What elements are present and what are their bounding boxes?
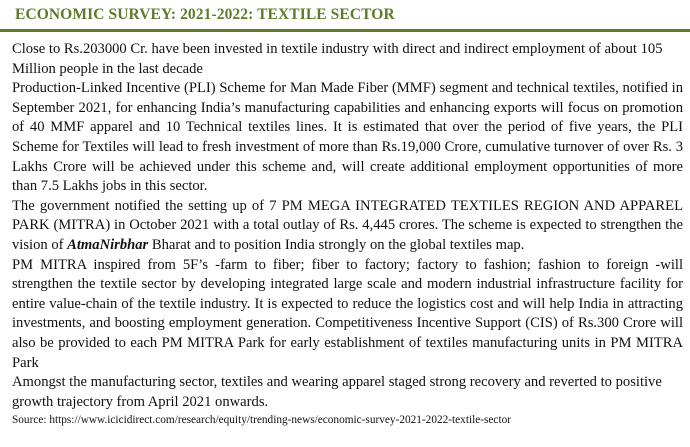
paragraph-pm-mitra-parks xyxy=(12,197,683,256)
title-underline xyxy=(0,29,690,32)
section-title: ECONOMIC SURVEY: 2021-2022: TEXTILE SECTOR xyxy=(15,6,395,23)
pm-mitra-text-end: Bharat and to position India strongly on the global textiles map. xyxy=(148,236,525,253)
paragraph-investment: Close to Rs.203000 Cr. have been invested in textile industry with direct and indirect employment of about 105 Million people in the last decade xyxy=(12,41,663,77)
paragraph-pli-scheme: Production-Linked Incentive (PLI) Scheme for Man Made Fiber (MMF) segment and technical textiles, notified in September 2021, for enhancing India’s manufacturing capabilities and enhancing exports will focus on promotion of 40 MMF apparel and 10 Technical textiles lines. It is estimated that over the period of five years, the PLI Scheme for Textiles will lead to fresh investment of more than Rs.19,000 Crore, cumulative turnover of over Rs. 3 Lakhs Crore will be achieved under this scheme and, will create additional employment opportunities of more than 7.5 Lakhs jobs in this sector. xyxy=(12,80,683,195)
source-citation: Source: https://www.icicidirect.com/research/equity/trending-news/economic-survey-2021-2022-textile-sector xyxy=(12,414,511,427)
paragraph-5f-vision: PM MITRA inspired from 5F’s -farm to fiber; fiber to factory; factory to fashion; fashion to foreign -will strengthen the textile sector by developing integrated large scale and modern industrial infrastructure facility for entire value-chain of the textile industry. It is expected to reduce the logistics cost and will help India in attracting investments, and boosting employment generation. Competitiveness Incentive Support (CIS) of Rs.300 Crore will also be provided to each PM MITRA Park for early establishment of textiles manufacturing units in PM MITRA Park xyxy=(12,256,683,371)
pm-mitra-text-start: The government notified the setting up of 7 PM MEGA INTEGRATED TEXTILES REGION AND APPAREL PARK (MITRA) in October 2021 with a total outlay of Rs. 4,445 crores. The scheme is expected to strengthen the vision of xyxy=(12,197,683,253)
paragraph-growth: Amongst the manufacturing sector, textiles and wearing apparel staged strong recovery and reverted to positive growth trajectory from April 2021 onwards. xyxy=(12,374,662,410)
article-body xyxy=(12,40,683,428)
atmanirbhar-emphasis: AtmaNirbhar xyxy=(67,236,149,253)
